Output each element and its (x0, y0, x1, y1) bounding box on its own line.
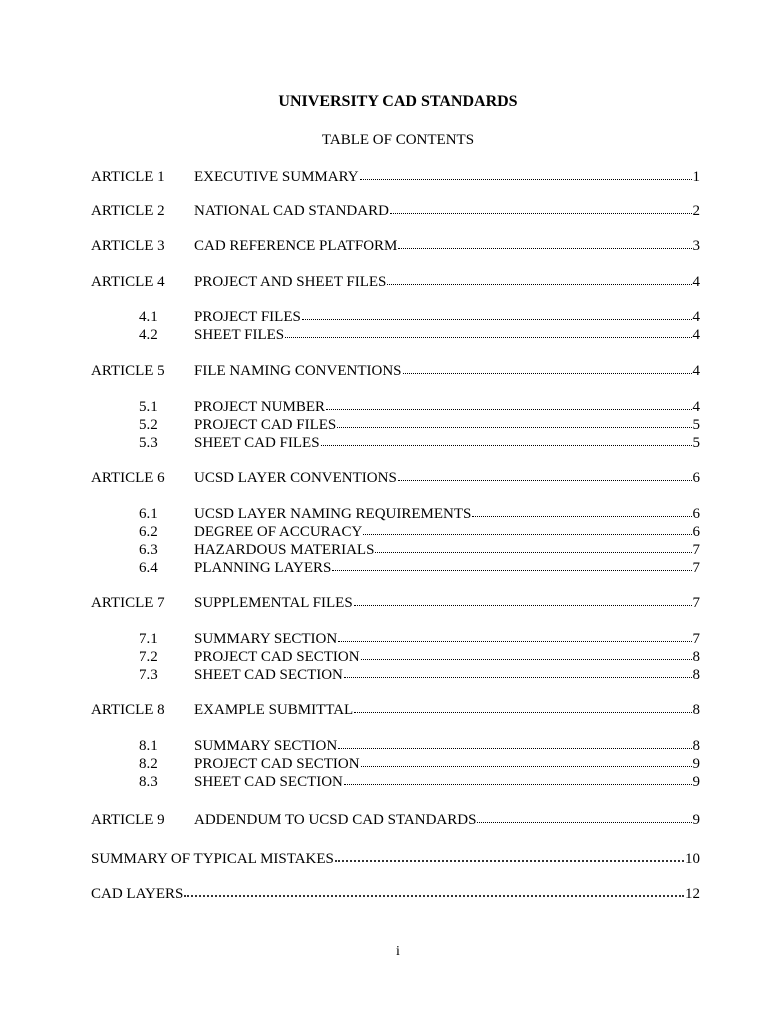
toc-entry-label: PROJECT FILES (194, 309, 301, 325)
toc-entry-number: ARTICLE 7 (91, 595, 165, 611)
dot-leader (403, 360, 692, 374)
toc-subentry (91, 772, 700, 792)
toc-entry-page: 7 (692, 595, 700, 611)
toc-entry-page: 9 (692, 812, 700, 828)
toc-entry-label: ADDENDUM TO UCSD CAD STANDARDS (194, 812, 477, 828)
toc-entry-label: PROJECT NUMBER (194, 399, 326, 415)
dot-leader (285, 324, 691, 338)
toc-entry-number: 5.2 (139, 417, 158, 433)
toc-entry-page: 8 (692, 738, 700, 754)
toc-entry-page: 8 (692, 649, 700, 665)
dot-leader (338, 628, 691, 642)
toc-entry-page: 5 (692, 435, 700, 451)
toc-entry-page: 8 (692, 702, 700, 718)
toc-entry (91, 167, 700, 187)
toc-entry-page: 10 (685, 851, 700, 867)
dot-leader (332, 557, 691, 571)
toc-entry-label: DEGREE OF ACCURACY (194, 524, 363, 540)
toc-entry-label: PLANNING LAYERS (194, 560, 332, 576)
toc-entry-page: 6 (692, 470, 700, 486)
dot-leader (335, 846, 684, 862)
toc-entry-label: SUMMARY SECTION (194, 738, 338, 754)
dot-leader (477, 809, 691, 823)
toc-entry-label: CAD LAYERS (91, 886, 184, 902)
toc-entry-page: 2 (692, 203, 700, 219)
toc-entry-label: SHEET CAD FILES (194, 435, 320, 451)
toc-entry-number: 8.1 (139, 738, 158, 754)
toc-entry-number: ARTICLE 2 (91, 203, 165, 219)
toc-entry-page: 4 (692, 309, 700, 325)
toc-entry-page: 7 (692, 560, 700, 576)
dot-leader (360, 166, 692, 180)
dot-leader (184, 881, 684, 897)
dot-leader (472, 503, 691, 517)
toc-entry-label: PROJECT CAD SECTION (194, 756, 360, 772)
dot-leader (387, 271, 691, 285)
toc-heading: TABLE OF CONTENTS (321, 132, 475, 148)
toc-entry-label: SHEET FILES (194, 327, 285, 343)
dot-leader (361, 753, 692, 767)
toc-entry-number: ARTICLE 8 (91, 702, 165, 718)
toc-subentry (91, 325, 700, 345)
page-number: i (396, 944, 400, 959)
toc-entry-page: 4 (692, 363, 700, 379)
toc-entry-label: SUMMARY SECTION (194, 631, 338, 647)
toc-entry-label: NATIONAL CAD STANDARD (194, 203, 389, 219)
toc-entry-number: 7.3 (139, 667, 158, 683)
dot-leader (361, 646, 692, 660)
toc-entry-label: SUPPLEMENTAL FILES (194, 595, 353, 611)
toc-entry-label: EXECUTIVE SUMMARY (194, 169, 359, 185)
dot-leader (337, 414, 691, 428)
toc-entry-number: 4.1 (139, 309, 158, 325)
toc-entry (91, 847, 700, 867)
toc-subentry (91, 433, 700, 453)
toc-entry-number: 8.2 (139, 756, 158, 772)
toc-entry-number: ARTICLE 5 (91, 363, 165, 379)
toc-entry-page: 6 (692, 524, 700, 540)
toc-entry-label: SHEET CAD SECTION (194, 774, 343, 790)
dot-leader (354, 592, 692, 606)
toc-entry-number: 5.3 (139, 435, 158, 451)
toc-subentry (91, 558, 700, 578)
toc-entry-page: 9 (692, 774, 700, 790)
toc-entry-page: 4 (692, 274, 700, 290)
toc-entry-page: 6 (692, 506, 700, 522)
toc-entry-label: CAD REFERENCE PLATFORM (194, 238, 398, 254)
toc-entry (91, 272, 700, 292)
toc-entry-label: PROJECT CAD FILES (194, 417, 337, 433)
toc-entry-page: 8 (692, 667, 700, 683)
toc-entry (91, 201, 700, 221)
document-title: UNIVERSITY CAD STANDARDS (278, 93, 518, 110)
toc-entry-page: 12 (685, 886, 700, 902)
toc-entry (91, 236, 700, 256)
toc-entry (91, 810, 700, 830)
toc-entry-number: 7.1 (139, 631, 158, 647)
toc-entry (91, 882, 700, 902)
dot-leader (375, 539, 691, 553)
dot-leader (398, 467, 692, 481)
toc-entry-page: 3 (692, 238, 700, 254)
toc-entry-label: UCSD LAYER CONVENTIONS (194, 470, 397, 486)
toc-entry-label: FILE NAMING CONVENTIONS (194, 363, 402, 379)
toc-entry-number: 6.3 (139, 542, 158, 558)
dot-leader (354, 699, 691, 713)
toc-entry-label: UCSD LAYER NAMING REQUIREMENTS (194, 506, 472, 522)
toc-entry-number: 6.1 (139, 506, 158, 522)
dot-leader (321, 432, 692, 446)
toc-entry-number: 7.2 (139, 649, 158, 665)
dot-leader (398, 235, 691, 249)
toc-subentry (91, 665, 700, 685)
toc-entry-label: PROJECT CAD SECTION (194, 649, 360, 665)
toc-entry-number: ARTICLE 1 (91, 169, 165, 185)
toc-entry-number: ARTICLE 6 (91, 470, 165, 486)
toc-entry-number: 5.1 (139, 399, 158, 415)
toc-entry (91, 700, 700, 720)
dot-leader (363, 521, 691, 535)
toc-entry-number: 4.2 (139, 327, 158, 343)
toc-entry (91, 468, 700, 488)
dot-leader (302, 306, 692, 320)
toc-entry-label: HAZARDOUS MATERIALS (194, 542, 375, 558)
toc-entry-page: 7 (692, 542, 700, 558)
toc-entry-number: 6.2 (139, 524, 158, 540)
toc-entry-label: SUMMARY OF TYPICAL MISTAKES (91, 851, 334, 867)
toc-entry-number: ARTICLE 4 (91, 274, 165, 290)
dot-leader (326, 396, 691, 410)
toc-entry-number: ARTICLE 9 (91, 812, 165, 828)
toc-entry-number: 8.3 (139, 774, 158, 790)
toc-entry-number: 6.4 (139, 560, 158, 576)
dot-leader (390, 200, 692, 214)
dot-leader (338, 735, 691, 749)
toc-entry-page: 9 (692, 756, 700, 772)
toc-entry-label: EXAMPLE SUBMITTAL (194, 702, 354, 718)
toc-entry-label: PROJECT AND SHEET FILES (194, 274, 387, 290)
toc-entry-page: 4 (692, 399, 700, 415)
toc-entry (91, 593, 700, 613)
toc-entry-page: 4 (692, 327, 700, 343)
dot-leader (344, 664, 692, 678)
toc-entry-page: 7 (692, 631, 700, 647)
toc-entry-number: ARTICLE 3 (91, 238, 165, 254)
toc-entry-label: SHEET CAD SECTION (194, 667, 343, 683)
toc-entry-page: 5 (692, 417, 700, 433)
toc-entry-page: 1 (692, 169, 700, 185)
toc-entry (91, 361, 700, 381)
dot-leader (344, 771, 692, 785)
